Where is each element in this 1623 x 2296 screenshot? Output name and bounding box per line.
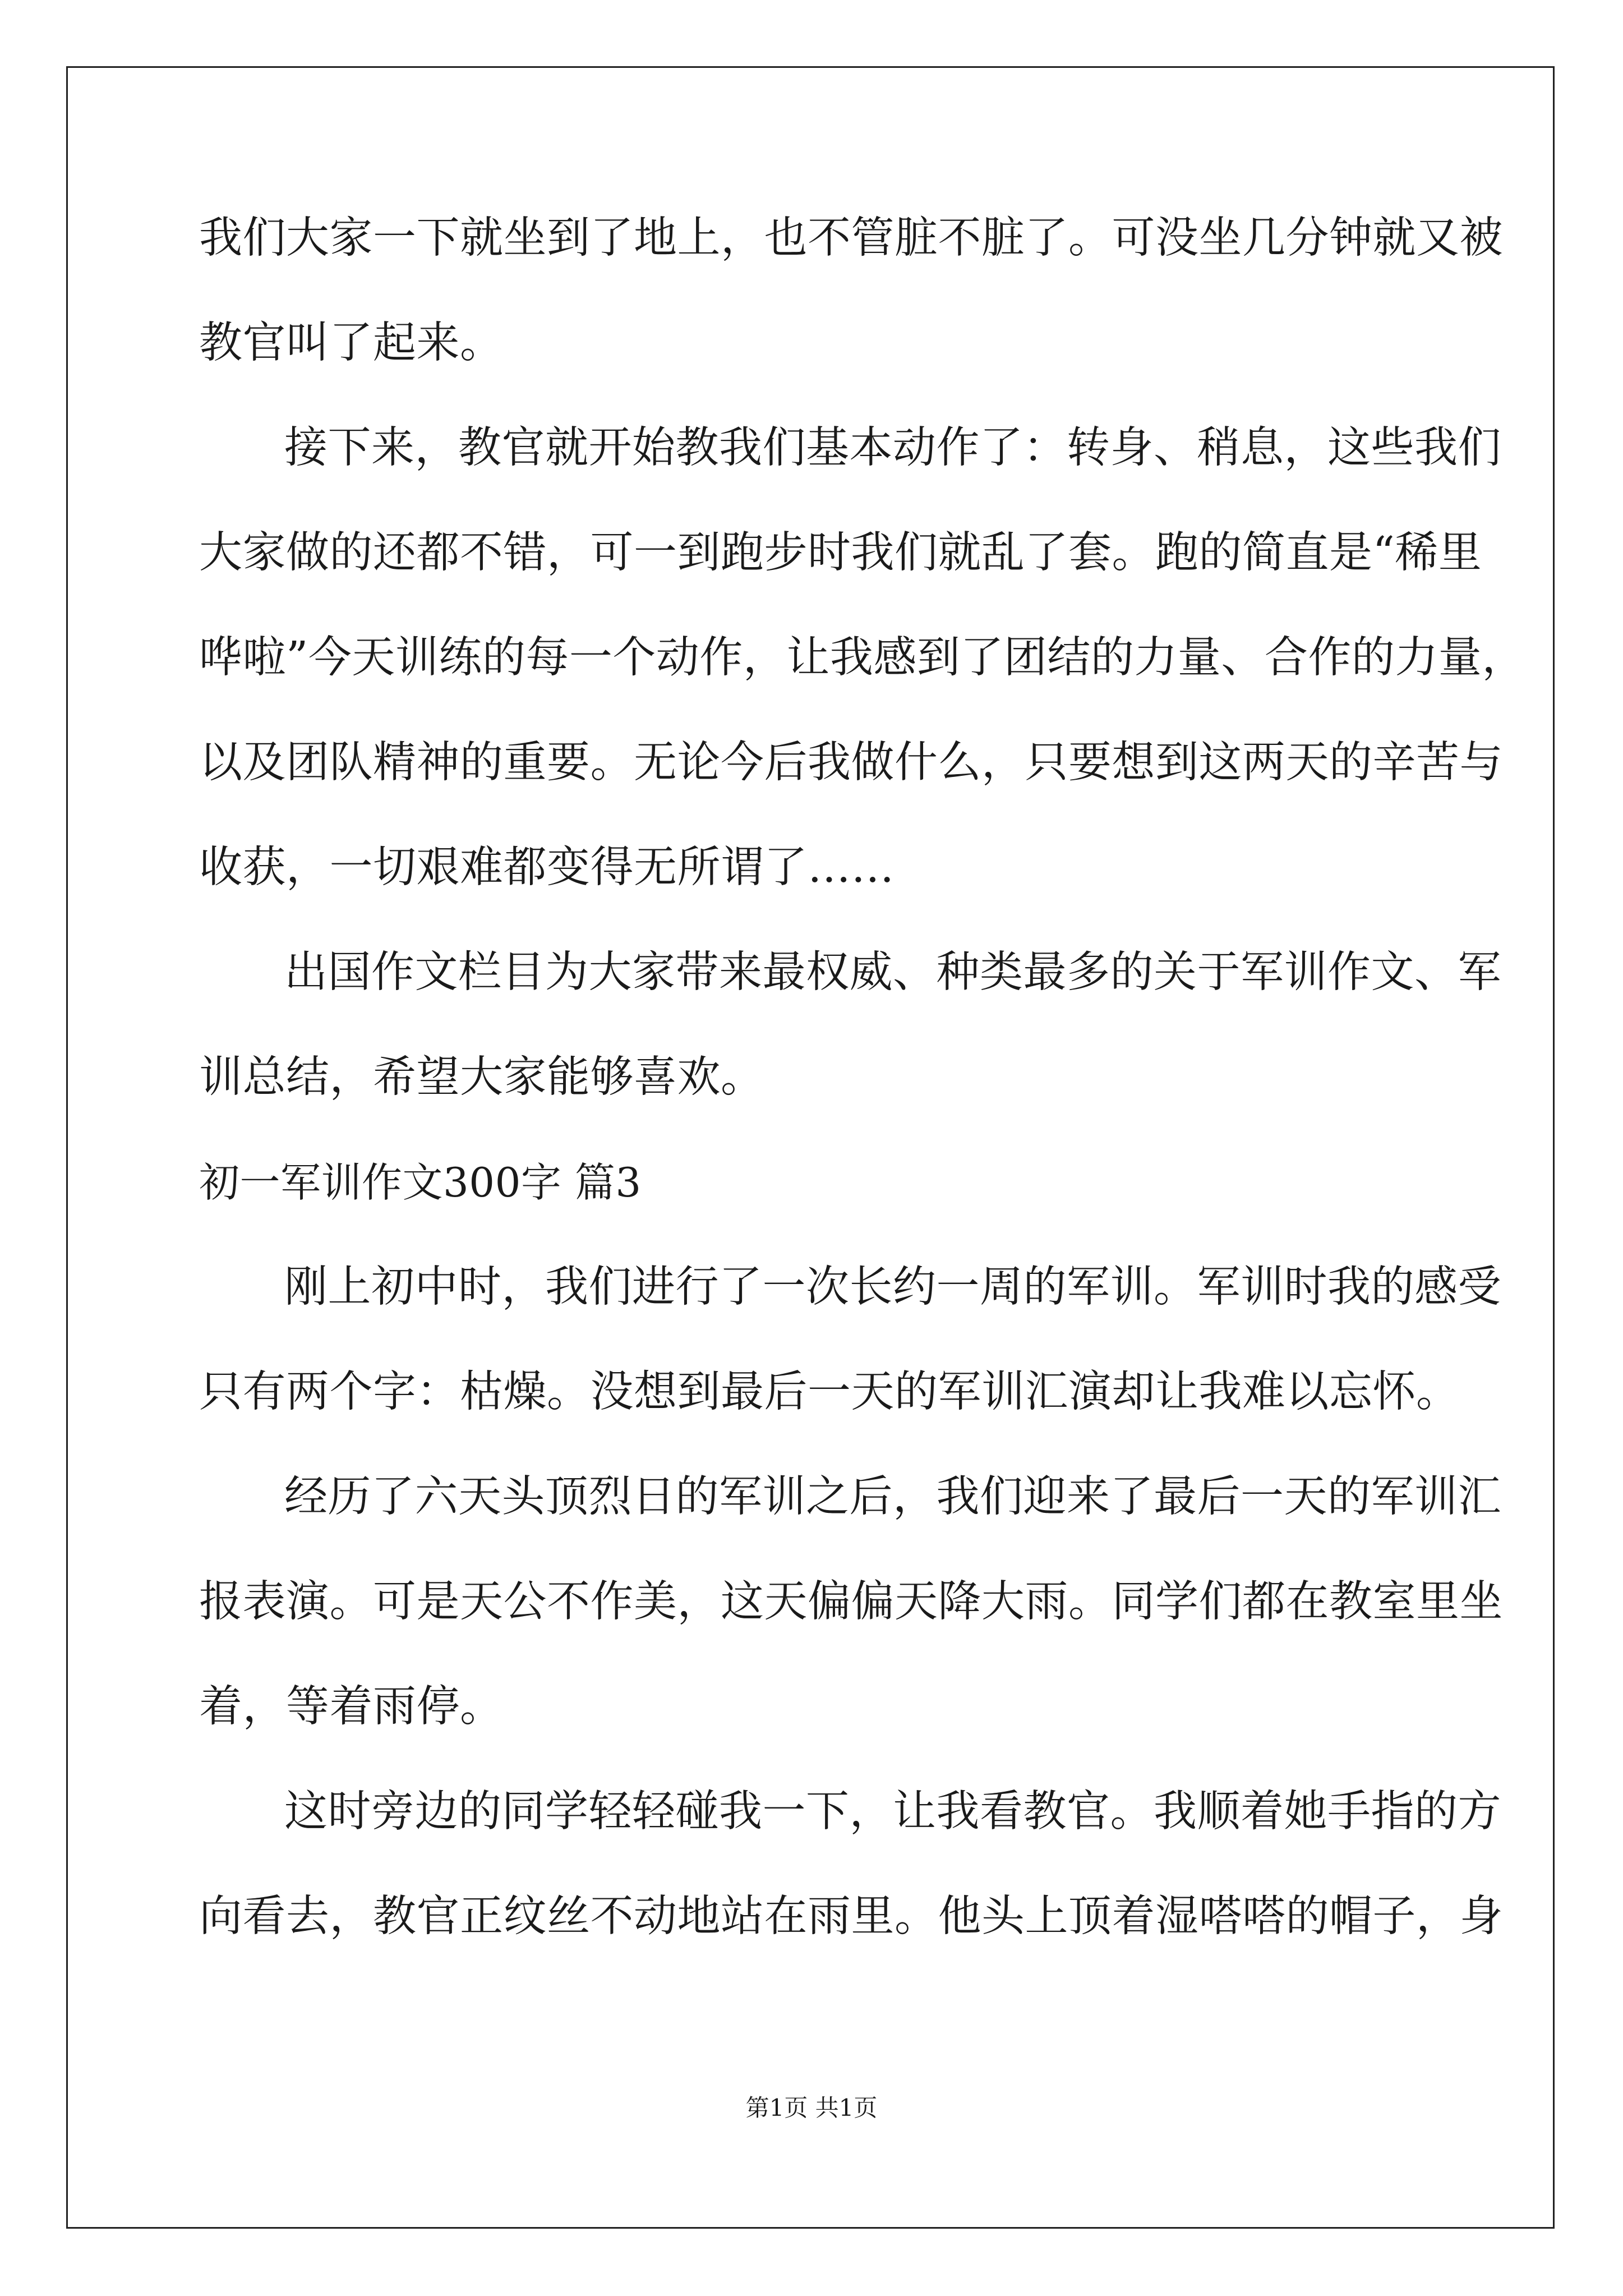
paragraph-start-line: 接下来，教官就开始教我们基本动作了：转身、稍息，这些我们 — [284, 423, 1501, 473]
section-heading: 初一军训作文300字 篇3 — [199, 1159, 642, 1206]
paragraph-start-line: 经历了六天头顶烈日的军训之后，我们迎来了最后一天的军训汇 — [284, 1472, 1501, 1522]
body-line: 我们大家一下就坐到了地上，也不管脏不脏了。可没坐几分钟就又被 — [199, 213, 1503, 263]
body-line: 着，等着雨停。 — [199, 1682, 504, 1732]
body-line: 收获，一切艰难都变得无所谓了…… — [199, 843, 895, 892]
paragraph-start-line: 刚上初中时，我们进行了一次长约一周的军训。军训时我的感受 — [284, 1262, 1501, 1312]
page-footer: 第1页 共1页 — [745, 2094, 878, 2122]
body-line: 教官叫了起来。 — [199, 318, 504, 368]
body-line: 向看去，教官正纹丝不动地站在雨里。他头上顶着湿嗒嗒的帽子，身 — [199, 1892, 1503, 1941]
body-line: 哗啦”今天训练的每一个动作，让我感到了团结的力量、合作的力量， — [199, 633, 1525, 683]
body-line: 训总结，希望大家能够喜欢。 — [199, 1052, 764, 1102]
body-line: 报表演。可是天公不作美，这天偏偏天降大雨。同学们都在教室里坐 — [199, 1577, 1503, 1627]
body-line: 大家做的还都不错，可一到跑步时我们就乱了套。跑的简直是“稀里 — [199, 528, 1482, 578]
body-line: 以及团队精神的重要。无论今后我做什么，只要想到这两天的辛苦与 — [199, 738, 1503, 788]
paragraph-start-line: 这时旁边的同学轻轻碰我一下，让我看教官。我顺着她手指的方 — [284, 1787, 1501, 1837]
body-line: 只有两个字：枯燥。没想到最后一天的军训汇演却让我难以忘怀。 — [199, 1367, 1460, 1417]
paragraph-start-line: 出国作文栏目为大家带来最权威、种类最多的关于军训作文、军 — [284, 947, 1501, 997]
